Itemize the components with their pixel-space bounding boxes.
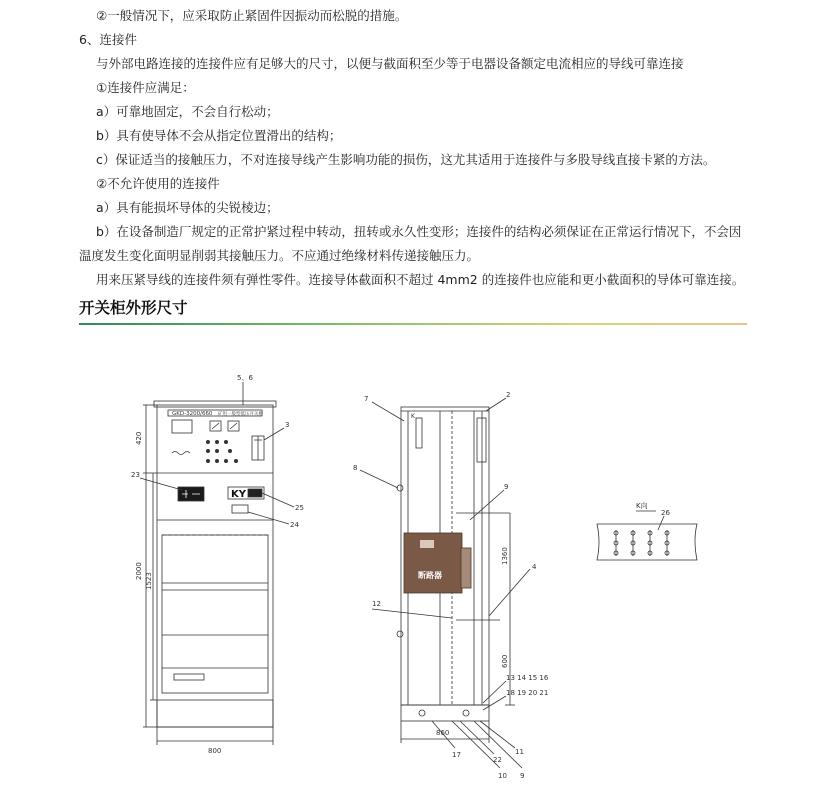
paragraph-9: a）具有能损坏导体的尖锐棱边； [96, 200, 279, 215]
dim-600: 600 [501, 654, 509, 668]
paragraph-3: 与外部电路连接的连接件应有足够大的尺寸，以便与截面积至少等于电器设备额定电流相应的导线可靠连接 [96, 56, 684, 71]
side-busbar [416, 418, 422, 448]
paragraph-2: 6、连接件 [79, 32, 137, 47]
paragraph-7: c）保证适当的接触压力，不对连接导线产生影响功能的损伤，这尤其适用于连接件与多股导线直接卡紧的方法。 [96, 152, 716, 167]
side-plinth [401, 705, 489, 721]
paragraph-10: b）在设备制造厂规定的正常护紧过程中转动，扭转或永久性变形；连接件的结构必须保证在正常运行情况下，不会因 [96, 224, 742, 239]
k-view-panel [597, 524, 697, 560]
callout-2: 2 [506, 391, 511, 399]
callout-5-6: 5、6 [237, 374, 253, 382]
side-connector-2 [477, 418, 486, 462]
front-plinth [157, 700, 273, 727]
dim-420: 420 [135, 431, 143, 445]
callout-13-16: 13 14 15 16 [506, 674, 549, 682]
paragraph-6: b）具有使导体不会从指定位置滑出的结构； [96, 128, 342, 143]
front-indicator-lights [206, 440, 238, 463]
dim-2000: 2000 [135, 562, 143, 580]
k-view-title: K向 [636, 502, 648, 510]
callout-4: 4 [532, 563, 537, 571]
dim-1360: 1360 [501, 547, 509, 565]
front-panel-23 [178, 487, 204, 501]
ky-label: KY [231, 489, 246, 500]
callout-11: 11 [515, 748, 524, 756]
callout-12: 12 [372, 600, 381, 608]
section-divider [79, 323, 747, 325]
front-display-window [172, 420, 192, 433]
callout-9-bottom: 9 [520, 772, 525, 780]
cabinet-dimension-drawing [0, 340, 827, 793]
callout-23: 23 [131, 471, 140, 479]
nameplate-subtitle: 矿用一般型低压开关柜 [218, 412, 263, 417]
front-vent-slot [174, 674, 204, 680]
front-indicator-wave [172, 452, 190, 455]
callout-7: 7 [364, 395, 369, 403]
dim-1523: 1523 [145, 572, 153, 590]
terminal-bolts [614, 530, 669, 556]
front-label-24 [232, 505, 248, 513]
front-view [131, 374, 304, 755]
front-cabinet-top-plate [154, 401, 276, 407]
callout-17: 17 [452, 751, 461, 759]
callout-22: 22 [493, 756, 502, 764]
paragraph-8: ②不允许使用的连接件 [96, 176, 220, 191]
nameplate-model: GKD-3200/660 [172, 411, 213, 417]
paragraph-1: ②一般情况下，应采取防止紧固件因振动而松脱的措施。 [96, 8, 408, 23]
dim-800: 800 [208, 747, 222, 755]
side-k-label: K [411, 413, 415, 420]
side-hinge-bottom [397, 631, 403, 637]
side-view [353, 391, 549, 780]
paragraph-11: 温度发生变化面明显削弱其接触压力。不应通过绝缘材料传递接触压力。 [79, 248, 480, 263]
paragraph-12: 用来压紧导线的连接件须有弹性零件。连接导体截面积不超过 4mm2 的连接件也应能和更小截面积的导体可靠连接。 [96, 272, 745, 287]
paragraph-4: ①连接件应满足： [96, 80, 195, 95]
paragraph-5: a）可靠地固定，不会自行松动； [96, 104, 279, 119]
callout-9-top: 9 [504, 483, 509, 491]
callout-8: 8 [353, 464, 358, 472]
front-lower-door [162, 535, 268, 693]
dim-860: 860 [436, 729, 450, 737]
callout-18-21: 18 19 20 21 [506, 689, 549, 697]
callout-24: 24 [290, 521, 299, 529]
callout-3: 3 [285, 421, 290, 429]
callout-25: 25 [295, 504, 304, 512]
breaker-label: 断路器 [418, 571, 442, 580]
k-view-detail [597, 501, 697, 560]
callout-10: 10 [498, 772, 507, 780]
callout-26: 26 [661, 509, 670, 517]
section-title: 开关柜外形尺寸 [79, 299, 188, 317]
